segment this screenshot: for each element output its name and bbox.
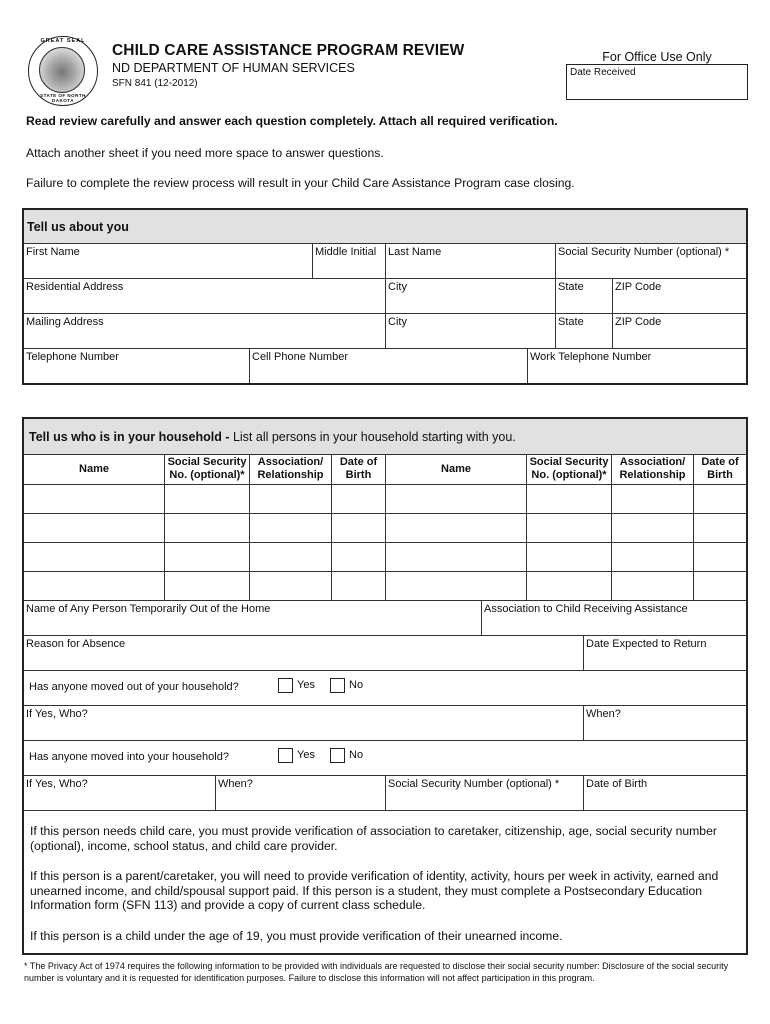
ssn-field[interactable] <box>556 244 746 279</box>
moved-in-yes-label: Yes <box>297 749 315 761</box>
table-row-cell[interactable] <box>332 485 386 514</box>
mailing-zip-label: ZIP Code <box>615 316 662 328</box>
residential-zip-field[interactable] <box>613 279 746 314</box>
instruction-line-2: Failure to complete the review process will result in your Child Care Assistance Program case closing. <box>26 176 575 190</box>
residential-city-field[interactable] <box>386 279 556 314</box>
table-row-cell[interactable] <box>24 543 165 572</box>
col-name-left: Name <box>24 455 165 485</box>
table-row-cell[interactable] <box>386 543 527 572</box>
moved-in-dob-label: Date of Birth <box>586 778 648 790</box>
table-row-cell[interactable] <box>527 572 612 601</box>
moved-in-ssn-label: Social Security Number (optional) * <box>388 778 560 790</box>
about-you-heading: Tell us about you <box>24 210 746 244</box>
household-heading <box>24 419 746 455</box>
col-name-right: Name <box>386 455 527 485</box>
seal-emblem-icon <box>39 47 85 93</box>
moved-out-who-label: If Yes, Who? <box>26 708 88 720</box>
last-name-label: Last Name <box>388 246 442 258</box>
table-row-cell[interactable] <box>612 572 694 601</box>
residential-address-label: Residential Address <box>26 281 124 293</box>
moved-out-who-field[interactable] <box>24 706 584 741</box>
moved-out-yes-checkbox[interactable] <box>278 678 293 693</box>
middle-initial-field[interactable] <box>313 244 386 279</box>
verification-paragraph-3: If this person is a child under the age of 19, you must provide verification of their unearned income. <box>30 929 563 943</box>
table-row-cell[interactable] <box>694 543 746 572</box>
table-row-cell[interactable] <box>250 485 332 514</box>
instruction-bold: Read review carefully and answer each question completely. Attach all required verification. <box>26 114 558 128</box>
table-row-cell[interactable] <box>527 514 612 543</box>
date-received-field[interactable] <box>566 64 748 100</box>
assoc-child-field[interactable] <box>482 601 746 636</box>
table-row-cell[interactable] <box>24 514 165 543</box>
moved-in-no-label: No <box>349 749 364 761</box>
table-row-cell[interactable] <box>165 572 250 601</box>
col-dob-right: Date of Birth <box>694 455 746 485</box>
table-row-cell[interactable] <box>24 485 165 514</box>
seal-text-bottom: STATE OF NORTH DAKOTA <box>40 93 86 103</box>
moved-in-when-field[interactable] <box>216 776 386 811</box>
table-row-cell[interactable] <box>527 543 612 572</box>
col-ssn-right: Social Security No. (optional)* <box>527 455 612 485</box>
mailing-address-field[interactable] <box>24 314 386 349</box>
reason-absence-field[interactable] <box>24 636 584 671</box>
seal-text-top: GREAT SEAL <box>40 38 86 44</box>
table-row-cell[interactable] <box>250 572 332 601</box>
table-row-cell[interactable] <box>24 572 165 601</box>
mailing-zip-field[interactable] <box>613 314 746 349</box>
moved-in-question: Has anyone moved into your household? <box>29 751 229 763</box>
residential-address-field[interactable] <box>24 279 386 314</box>
moved-out-when-label: When? <box>586 708 621 720</box>
residential-state-label: State <box>558 281 584 293</box>
instruction-line-1: Attach another sheet if you need more space to answer questions. <box>26 146 384 160</box>
table-row-cell[interactable] <box>386 572 527 601</box>
table-row-cell[interactable] <box>250 543 332 572</box>
moved-in-who-field[interactable] <box>24 776 216 811</box>
moved-out-no-checkbox[interactable] <box>330 678 345 693</box>
privacy-act-footnote: * The Privacy Act of 1974 requires the following information to be provided with individuals are requested to disclose their social security number: Disclosure of the social security number is voluntary and it is requested for identification purposes. Failure to disclose this information will not affect participation in this program. <box>24 961 729 983</box>
table-row-cell[interactable] <box>612 514 694 543</box>
table-row-cell[interactable] <box>527 485 612 514</box>
moved-in-when-label: When? <box>218 778 253 790</box>
table-row-cell[interactable] <box>612 485 694 514</box>
date-received-label: Date Received <box>570 67 636 78</box>
cell-phone-field[interactable] <box>250 349 528 383</box>
reason-absence-label: Reason for Absence <box>26 638 126 650</box>
moved-in-ssn-field[interactable] <box>386 776 584 811</box>
residential-city-label: City <box>388 281 407 293</box>
table-row-cell[interactable] <box>332 572 386 601</box>
moved-out-row <box>24 671 746 706</box>
moved-in-yes-checkbox[interactable] <box>278 748 293 763</box>
cell-phone-label: Cell Phone Number <box>252 351 348 363</box>
mailing-state-field[interactable] <box>556 314 613 349</box>
table-row-cell[interactable] <box>694 572 746 601</box>
residential-state-field[interactable] <box>556 279 613 314</box>
moved-out-yes-label: Yes <box>297 679 315 691</box>
moved-in-row <box>24 741 746 776</box>
office-use-label: For Office Use Only <box>602 50 712 64</box>
temp-out-name-field[interactable] <box>24 601 482 636</box>
telephone-field[interactable] <box>24 349 250 383</box>
table-row-cell[interactable] <box>332 514 386 543</box>
col-dob-left: Date of Birth <box>332 455 386 485</box>
table-row-cell[interactable] <box>250 514 332 543</box>
residential-zip-label: ZIP Code <box>615 281 662 293</box>
table-row-cell[interactable] <box>165 543 250 572</box>
moved-out-question: Has anyone moved out of your household? <box>29 681 239 693</box>
middle-initial-label: Middle Initial <box>315 246 377 258</box>
form-title: CHILD CARE ASSISTANCE PROGRAM REVIEW <box>112 42 465 59</box>
col-assoc-right: Association/ Relationship <box>612 455 694 485</box>
moved-in-no-checkbox[interactable] <box>330 748 345 763</box>
moved-in-dob-field[interactable] <box>584 776 746 811</box>
work-phone-label: Work Telephone Number <box>530 351 652 363</box>
moved-in-who-label: If Yes, Who? <box>26 778 88 790</box>
table-row-cell[interactable] <box>386 485 527 514</box>
moved-out-when-field[interactable] <box>584 706 746 741</box>
ssn-label: Social Security Number (optional) * <box>558 246 730 258</box>
moved-out-no-label: No <box>349 679 364 691</box>
table-row-cell[interactable] <box>165 485 250 514</box>
mailing-city-label: City <box>388 316 407 328</box>
mailing-address-label: Mailing Address <box>26 316 104 328</box>
table-row-cell[interactable] <box>694 485 746 514</box>
col-assoc-left: Association/ Relationship <box>250 455 332 485</box>
verification-paragraph-2: If this person is a parent/caretaker, you will need to provide verification of identity, activity, hours per week in activity, earned and unearned income, and child/spousal support paid. If this person is a student, they must complete a Postsecondary Education Information form (SFN 113) and provide a copy of current class schedule. <box>30 869 719 912</box>
assoc-child-label: Association to Child Receiving Assistance <box>484 603 688 615</box>
work-phone-field[interactable] <box>528 349 746 383</box>
about-you-section <box>22 208 748 385</box>
table-row-cell[interactable] <box>694 514 746 543</box>
verification-paragraph-1: If this person needs child care, you must provide verification of association to caretaker, citizenship, age, social security number (optional), income, school status, and child care provider. <box>30 824 717 853</box>
first-name-field[interactable] <box>24 244 313 279</box>
household-heading-bold: Tell us who is in your household - <box>29 430 233 444</box>
household-heading-normal: List all persons in your household starting with you. <box>232 430 516 444</box>
table-row-cell[interactable] <box>612 543 694 572</box>
household-grid <box>24 485 746 601</box>
table-row-cell[interactable] <box>332 543 386 572</box>
telephone-label: Telephone Number <box>26 351 119 363</box>
mailing-state-label: State <box>558 316 584 328</box>
first-name-label: First Name <box>26 246 80 258</box>
department-name: ND DEPARTMENT OF HUMAN SERVICES <box>112 61 355 75</box>
household-section <box>22 417 748 955</box>
mailing-city-field[interactable] <box>386 314 556 349</box>
date-return-label: Date Expected to Return <box>586 638 707 650</box>
date-return-field[interactable] <box>584 636 746 671</box>
state-seal <box>28 36 98 106</box>
last-name-field[interactable] <box>386 244 556 279</box>
col-ssn-left: Social Security No. (optional)* <box>165 455 250 485</box>
table-row-cell[interactable] <box>165 514 250 543</box>
table-row-cell[interactable] <box>386 514 527 543</box>
temp-out-label: Name of Any Person Temporarily Out of the Home <box>26 603 271 615</box>
form-number: SFN 841 (12-2012) <box>112 78 198 89</box>
